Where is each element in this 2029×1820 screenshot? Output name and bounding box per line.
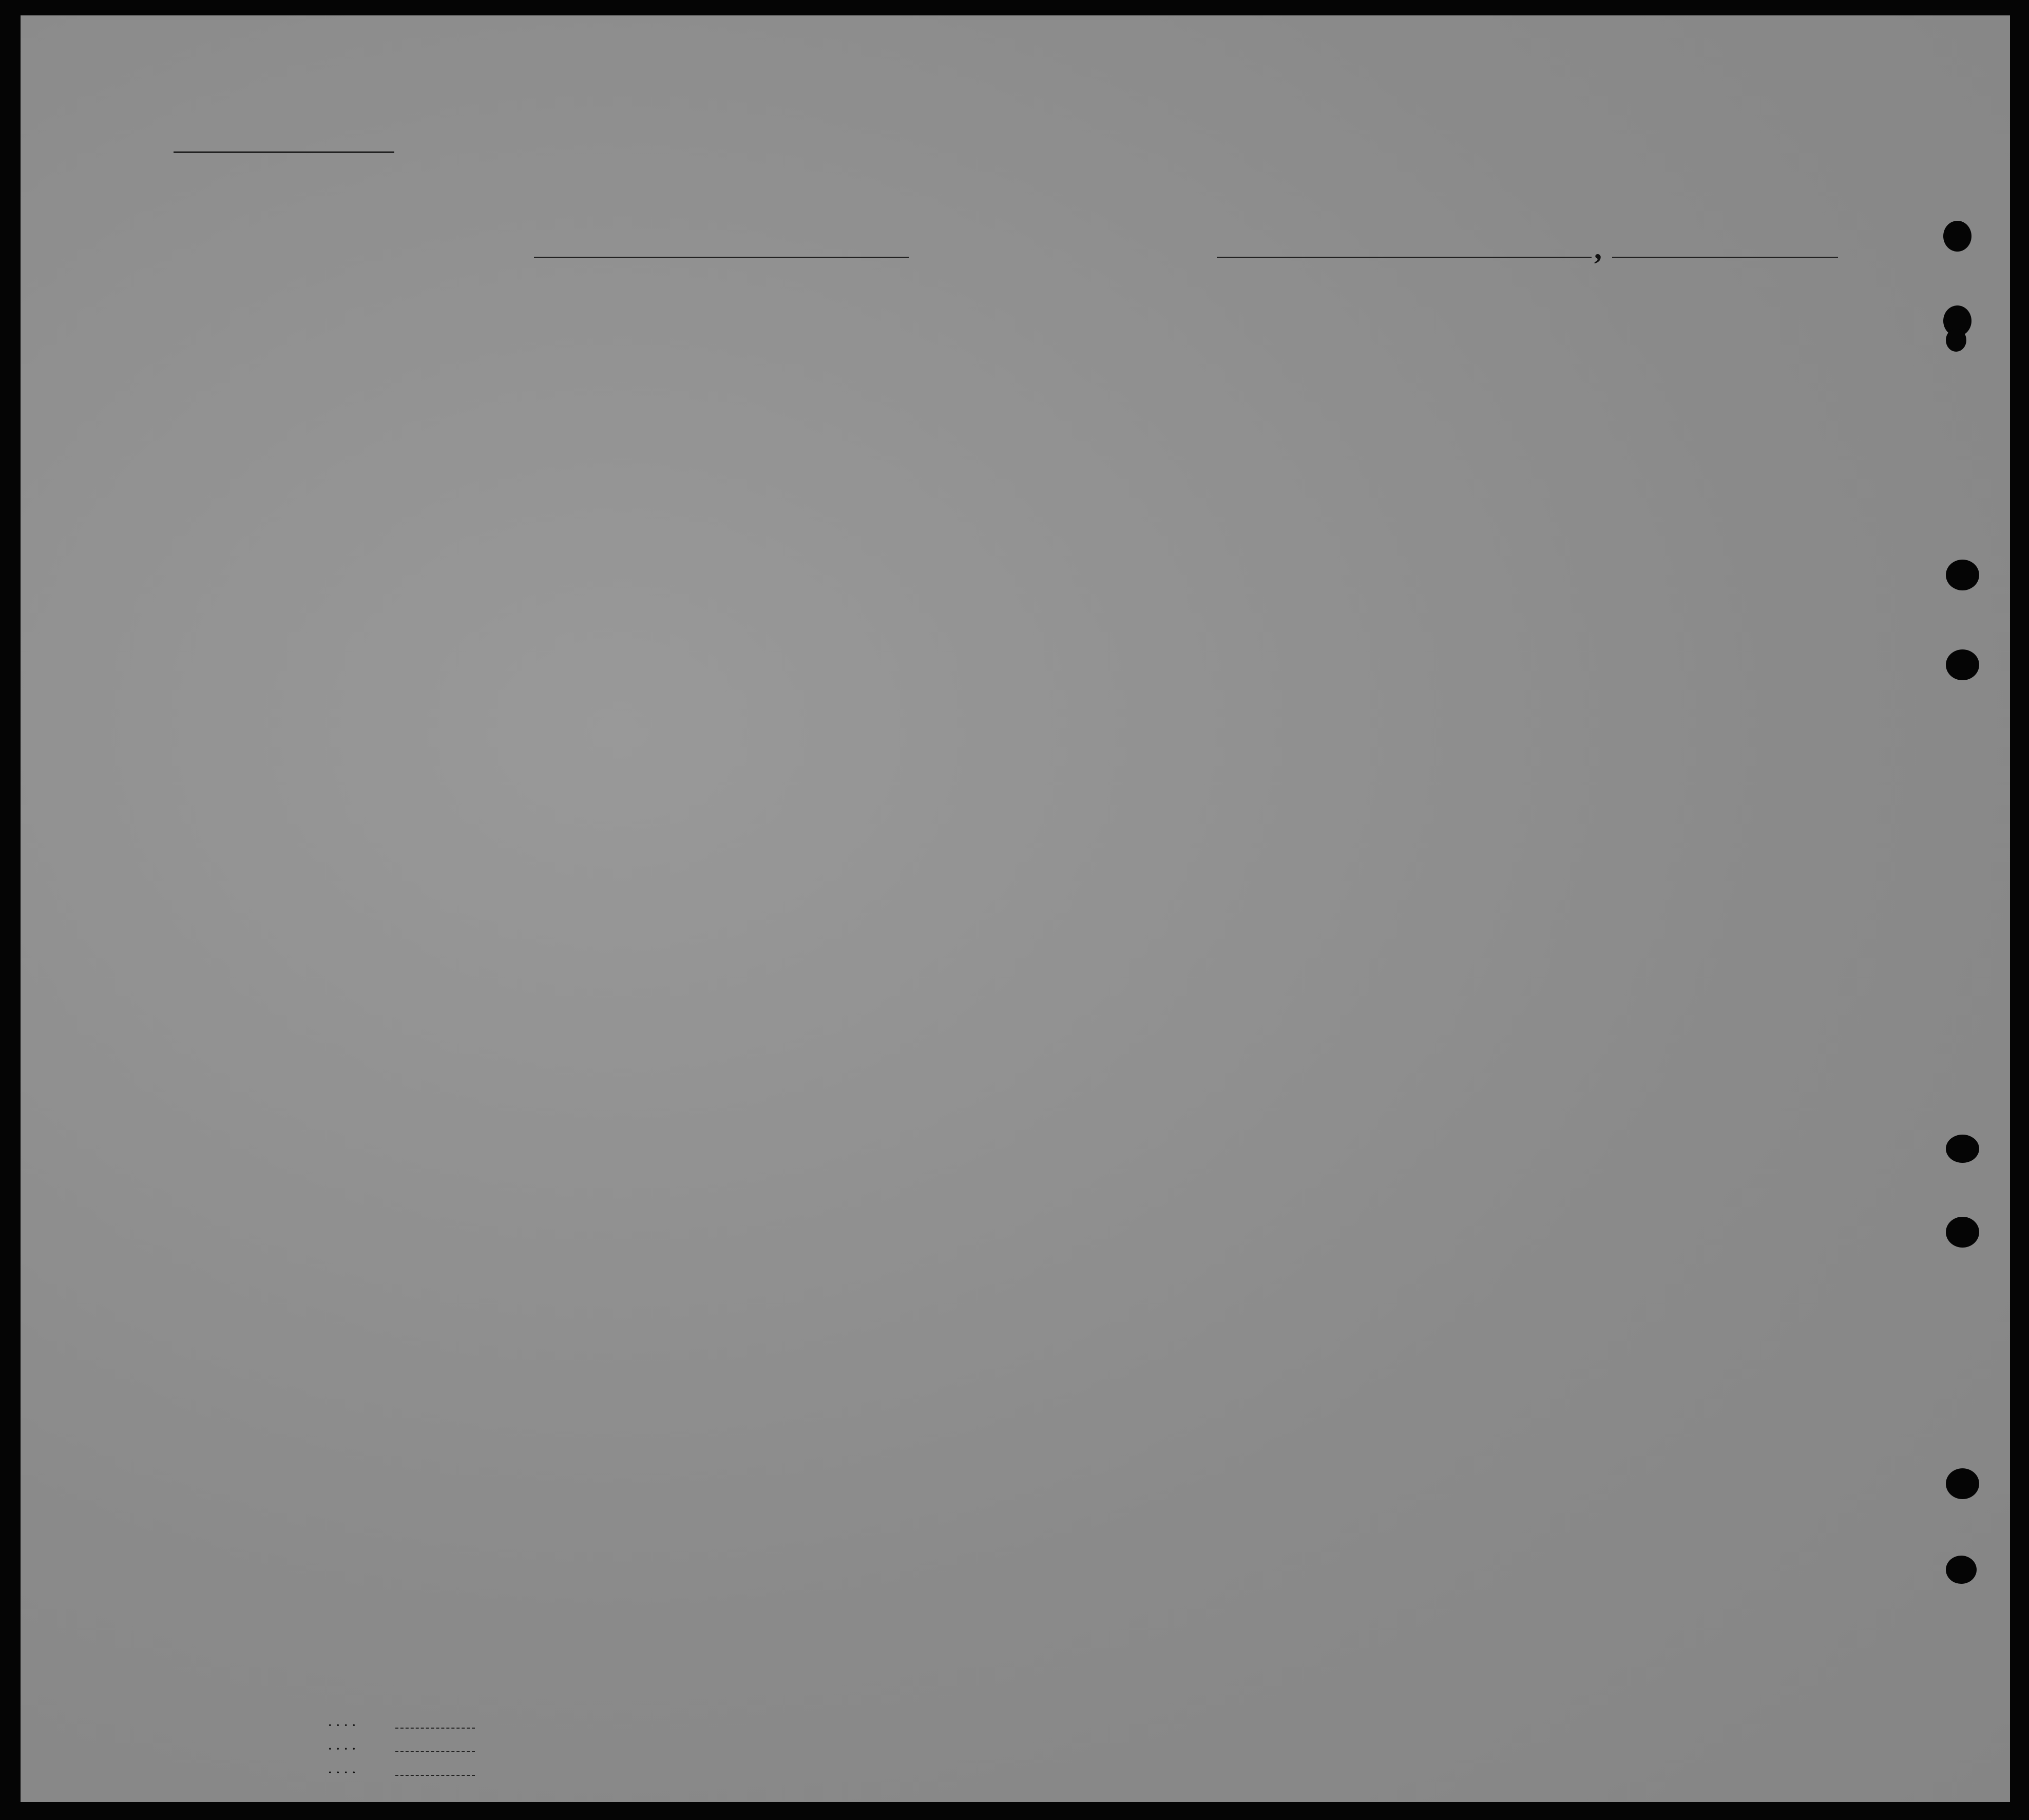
manifest-sheet [21,15,2010,1802]
total-dots: .... [329,1716,360,1729]
punch-hole [1946,1135,1979,1163]
punch-hole [1946,329,1966,352]
citizens-dots: .... [329,1739,360,1752]
punch-hole [1946,1556,1977,1584]
aliens-dots: .... [329,1763,360,1776]
sailing-comma: , [1594,232,1602,265]
punch-hole [1946,560,1979,590]
list-line [174,151,394,153]
aliens-line [395,1775,475,1776]
punch-hole [1946,1468,1979,1499]
sailing-port-line [1217,257,1592,258]
vessel-line [534,257,909,258]
header-verifications [1622,347,1751,351]
punch-hole [1946,649,1979,680]
punch-hole [1943,221,1971,252]
punch-hole [1946,1217,1979,1248]
header-visa [1353,331,1450,333]
sailing-date-line [1612,257,1838,258]
header-head-tax [126,343,226,346]
citizens-line [395,1751,475,1752]
total-line [395,1728,475,1729]
